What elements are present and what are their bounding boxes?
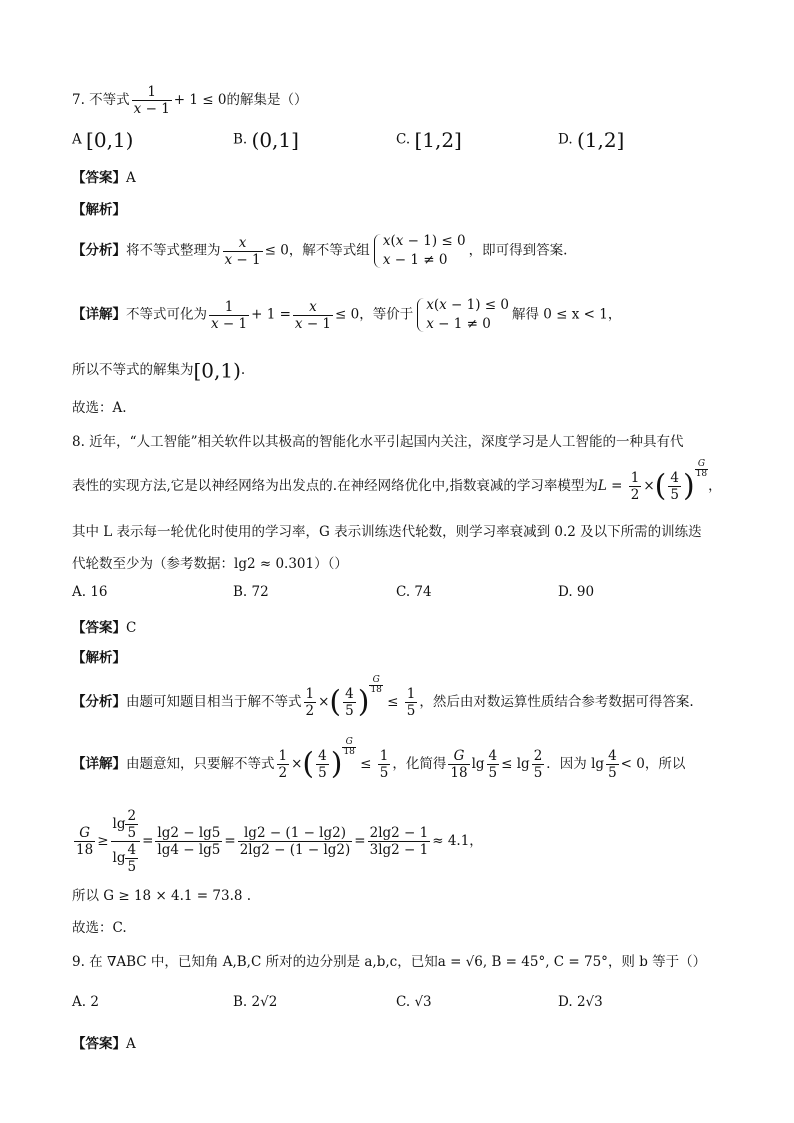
q8-answer: 【答案】C	[72, 620, 137, 636]
q7-answer: 【答案】A	[72, 170, 136, 186]
q9-option-c: C. √3	[396, 994, 432, 1010]
question-8-stem-line1: 8. 近年，“人工智能”相关软件以其极高的智能化水平引起国内关注，深度学习是人工智能的一种具有代	[72, 434, 684, 450]
q7-option-c: C. [1,2]	[396, 128, 462, 152]
question-9-stem: 9. 在 ∇ABC 中，已知角 A,B,C 所对的边分别是 a,b,c，已知a = √6, B = 45°, C = 75°，则 b 等于（）	[72, 954, 707, 970]
q9-option-a: A. 2	[72, 994, 99, 1010]
q7-prefix: 7. 不等式	[72, 92, 130, 108]
q7-suffix: 的解集是（）	[226, 92, 308, 108]
q7-fraction: $\frac{1}{x - 1}$	[133, 84, 170, 117]
q7-choice: 故选：A.	[72, 400, 127, 416]
q8-option-c: C. 74	[396, 584, 432, 600]
question-8-stem-line4: 代轮数至少为（参考数据：lg2 ≈ 0.301）（）	[72, 556, 348, 572]
q8-option-b: B. 72	[233, 584, 269, 600]
q8-analysis-title: 【解析】	[72, 650, 126, 666]
question-7-stem: 7. 不等式 $\frac{1}{x - 1}$ + 1 ≤ 0的解集是（）	[72, 84, 308, 117]
q7-option-d: D. (1,2]	[558, 128, 625, 152]
q8-option-d: D. 90	[558, 584, 595, 600]
q8-xiangjie: 【详解】由题意知，只要解不等式 $\frac{1}{2}$ ×( $\frac{4}{5}$ ) $\frac{G}{18}$ ≤ $\frac{1}{5}$ ，化简得 $\frac{G}{18}$ lg $\frac{4}{5}$ ≤ lg $\frac{2}{5}$ ．因为 lg $\frac{4}{5}$ < 0，所以	[72, 737, 686, 782]
q7-inequality-system: x(x − 1) ≤ 0 x − 1 ≠ 0	[373, 232, 466, 270]
q8-option-a: A. 16	[72, 584, 108, 600]
q9-option-b: B. 2√2	[233, 994, 278, 1010]
q9-option-d: D. 2√3	[558, 994, 603, 1010]
q7-analysis-title: 【解析】	[72, 202, 126, 218]
q7-conclusion: 所以不等式的解集为[0,1).	[72, 358, 246, 383]
q8-choice: 故选：C.	[72, 920, 127, 936]
q7-option-a: A [0,1)	[72, 128, 134, 152]
question-8-stem-line2: 表性的实现方法,它是以神经网络为出发点的.在神经网络优化中,指数衰减的学习率模型为L = $\frac{1}{2}$ ×( $\frac{4}{5}$ ) $\frac{G}{18}$ ，	[72, 459, 722, 504]
q9-answer: 【答案】A	[72, 1036, 136, 1052]
q7-xiangjie: 【详解】不等式可化为 $\frac{1}{x - 1}$ + 1 = $\frac{x}{x - 1}$ ≤ 0，等价于 x(x − 1) ≤ 0 x − 1 ≠ 0 解得 0 ≤ x < 1，	[72, 297, 622, 332]
question-8-stem-line3: 其中 L 表示每一轮优化时使用的学习率，G 表示训练迭代轮数，则学习率衰减到 0.2 及以下所需的训练迭	[72, 524, 702, 540]
q7-fenxi: 【分析】将不等式整理为 $\frac{x}{x - 1}$ ≤ 0，解不等式组 x(x − 1) ≤ 0 x − 1 ≠ 0 ，即可得到答案.	[72, 233, 568, 268]
q8-conclusion: 所以 G ≥ 18 × 4.1 = 73.8 .	[72, 888, 252, 904]
q8-derivation: $\frac{G}{18}$ ≥ lg $\frac{2}{5}$ lg $\frac{4}{5}$ = $\frac{\lg 2 - \lg 5}{\lg 4 - \lg 5}$ = $\frac{\lg 2 - (1 - \lg 2)}{2\lg 2 - (1 - \lg 2)}$ = $\frac{2\lg 2 - 1}{3\lg 2 - 1}$ ≈ 4.1，	[76, 808, 483, 875]
q7-option-b: B. (0,1]	[233, 128, 299, 152]
q8-fenxi: 【分析】由题可知题目相当于解不等式 $\frac{1}{2}$ ×( $\frac{4}{5}$ ) $\frac{G}{18}$ ≤ $\frac{1}{5}$ ，然后由对数运算性质结合参考数据可得答案.	[72, 675, 694, 720]
